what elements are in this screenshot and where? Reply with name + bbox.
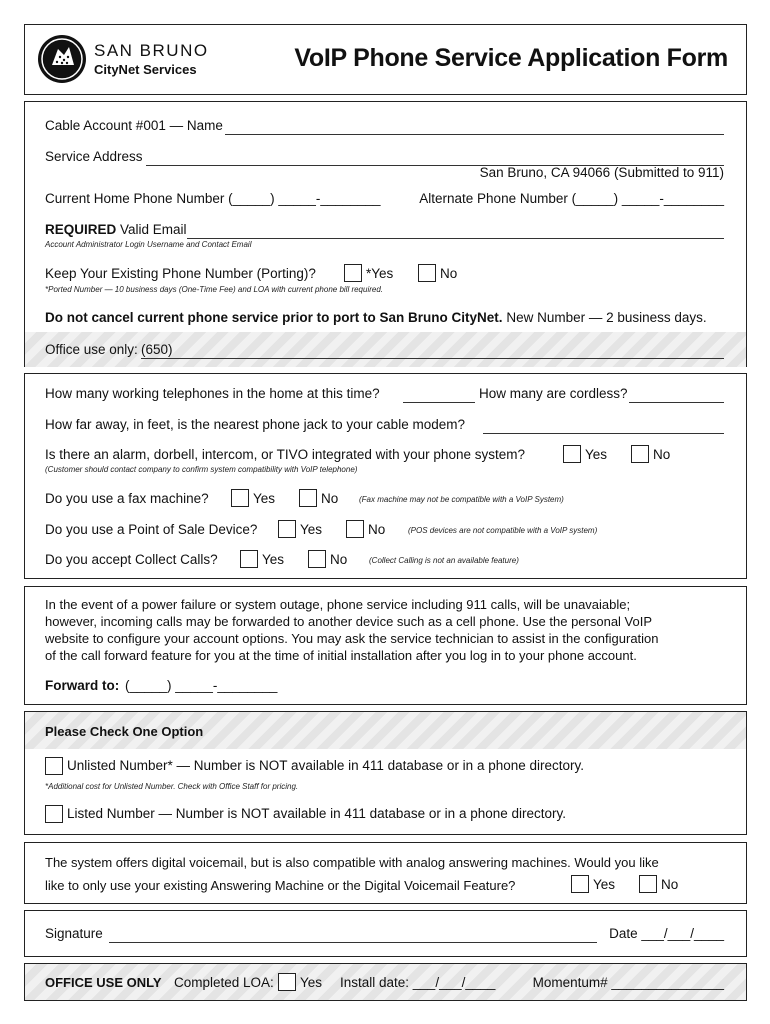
porting-yes-label: *Yes	[366, 266, 394, 281]
logo-line2: CityNet Services	[94, 62, 197, 77]
email-label-text: Valid Email	[116, 222, 187, 237]
loa-yes-checkbox[interactable]	[278, 973, 296, 991]
do-not-cancel-bold: Do not cancel current phone service prior to port to San Bruno CityNet.	[45, 310, 503, 325]
power-para-line2: however, incoming calls may be forwarded to another device such as a cell phone. Use the personal VoIP	[45, 614, 653, 629]
collect-note: (Collect Calling is not an available feature)	[369, 556, 519, 565]
signature-section	[24, 910, 747, 957]
momentum-field[interactable]: Momentum# _______________	[532, 975, 724, 990]
forward-to-label: Forward to:	[45, 678, 120, 693]
phones-count-field[interactable]	[403, 402, 475, 403]
fax-yes-checkbox[interactable]	[231, 489, 249, 507]
email-required: REQUIRED	[45, 222, 117, 237]
collect-no-label: No	[330, 552, 348, 567]
signature-label: Signature	[45, 926, 103, 941]
home-phone-field[interactable]: Current Home Phone Number (_____) _____-________	[45, 191, 381, 206]
voicemail-no-checkbox[interactable]	[639, 875, 657, 893]
q-cordless: How many are cordless?	[479, 386, 628, 401]
office-only-label: OFFICE USE ONLY	[45, 975, 162, 990]
voicemail-line1: The system offers digital voicemail, but is also compatible with analog answering machines. Would you like	[45, 855, 659, 870]
equipment-questions-section	[24, 373, 747, 579]
power-failure-section	[24, 586, 747, 705]
fax-note: (Fax machine may not be compatible with a VoIP System)	[359, 495, 564, 504]
pos-note: (POS devices are not compatible with a VoIP system)	[408, 526, 598, 535]
q-pos: Do you use a Point of Sale Device?	[45, 522, 258, 537]
name-label: Cable Account #001 — Name	[45, 118, 223, 133]
form-title: VoIP Phone Service Application Form	[294, 44, 728, 72]
unlisted-checkbox[interactable]	[45, 757, 63, 775]
city-line: San Bruno, CA 94066 (Submitted to 911)	[479, 165, 724, 180]
fax-yes-label: Yes	[253, 491, 276, 506]
forward-to-field[interactable]: (_____) _____-________	[125, 678, 278, 693]
jack-distance-field[interactable]	[483, 433, 724, 434]
pos-no-checkbox[interactable]	[346, 520, 364, 538]
listed-checkbox[interactable]	[45, 805, 63, 823]
pos-no-label: No	[368, 522, 386, 537]
power-para-line4: of the call forward feature for you at the time of initial installation after you log in to your phone account.	[45, 648, 637, 663]
alt-phone-field[interactable]: Alternate Phone Number (_____) _____-________	[419, 191, 724, 206]
voicemail-yes-checkbox[interactable]	[571, 875, 589, 893]
form-header	[24, 24, 747, 95]
fax-no-checkbox[interactable]	[299, 489, 317, 507]
voicemail-section	[24, 842, 747, 904]
logo-icon	[38, 35, 86, 83]
q-collect: Do you accept Collect Calls?	[45, 552, 218, 567]
q-jack: How far away, in feet, is the nearest phone jack to your cable modem?	[45, 417, 465, 432]
collect-yes-label: Yes	[262, 552, 285, 567]
voicemail-yes-label: Yes	[593, 877, 616, 892]
q-alarm: Is there an alarm, dorbell, intercom, or TIVO integrated with your phone system?	[45, 447, 525, 462]
voicemail-no-label: No	[661, 877, 679, 892]
porting-no-checkbox[interactable]	[418, 264, 436, 282]
voicemail-line2: like to only use your existing Answering Machine or the Digital Voicemail Feature?	[45, 878, 516, 893]
collect-no-checkbox[interactable]	[308, 550, 326, 568]
power-para-line3: website to configure your account options. You may ask the service technician to assist in the configuration	[45, 631, 659, 646]
unlisted-note: *Additional cost for Unlisted Number. Check with Office Staff for pricing.	[45, 782, 299, 791]
install-date-field[interactable]: Install date: ___/___/____	[340, 975, 496, 990]
new-number-note: New Number — 2 business days.	[502, 310, 707, 325]
listed-label: Listed Number — Number is NOT available in 411 database or in a phone directory.	[67, 806, 567, 821]
fax-no-label: No	[321, 491, 339, 506]
porting-question: Keep Your Existing Phone Number (Porting)?	[45, 266, 316, 281]
office-use-code: (650)	[141, 342, 173, 357]
address-label: Service Address	[45, 149, 143, 164]
listing-option-section	[24, 711, 747, 835]
office-use-label: Office use only:	[45, 342, 138, 357]
porting-note: *Ported Number — 10 business days (One-Time Fee) and LOA with current phone bill required.	[45, 285, 384, 294]
customer-info-section	[24, 101, 747, 367]
option-heading: Please Check One Option	[45, 724, 204, 739]
email-note: Account Administrator Login Username and Contact Email	[45, 240, 252, 249]
q-fax: Do you use a fax machine?	[45, 491, 209, 506]
email-label	[45, 222, 187, 237]
alarm-no-checkbox[interactable]	[631, 445, 649, 463]
logo-line1: SAN BRUNO	[94, 41, 209, 60]
alarm-yes-checkbox[interactable]	[563, 445, 581, 463]
name-field[interactable]	[225, 134, 724, 135]
office-use-field[interactable]	[141, 358, 724, 359]
pos-yes-label: Yes	[300, 522, 323, 537]
date-field[interactable]: Date ___/___/____	[609, 926, 724, 941]
alarm-no-label: No	[653, 447, 671, 462]
signature-field[interactable]	[109, 942, 597, 943]
q-phones: How many working telephones in the home at this time?	[45, 386, 380, 401]
porting-no-label: No	[440, 266, 458, 281]
alarm-note: (Customer should contact company to confirm system compatibility with VoIP telephone)	[45, 465, 358, 474]
do-not-cancel-notice	[45, 310, 707, 325]
pos-yes-checkbox[interactable]	[278, 520, 296, 538]
email-field[interactable]	[187, 238, 724, 239]
completed-loa-label: Completed LOA:	[174, 975, 274, 990]
alarm-yes-label: Yes	[585, 447, 608, 462]
porting-yes-checkbox[interactable]	[344, 264, 362, 282]
cordless-count-field[interactable]	[629, 402, 724, 403]
loa-yes-label: Yes	[300, 975, 323, 990]
power-para-line1: In the event of a power failure or system outage, phone service including 911 calls, will be unavaiable;	[45, 597, 631, 612]
collect-yes-checkbox[interactable]	[240, 550, 258, 568]
office-use-section	[24, 963, 747, 1001]
unlisted-label: Unlisted Number* — Number is NOT available in 411 database or in a phone directory.	[67, 758, 585, 773]
